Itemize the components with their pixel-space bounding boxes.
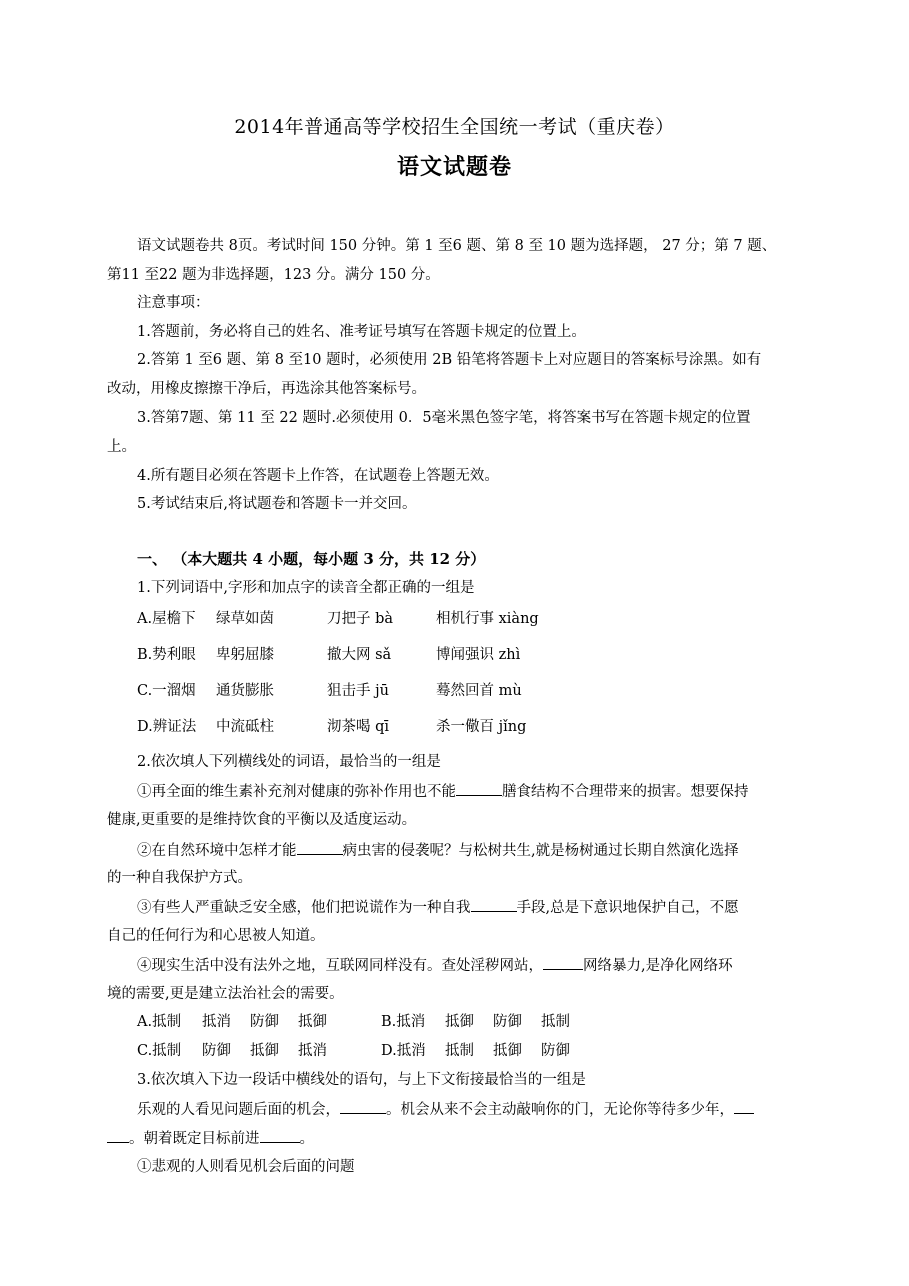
q1-stem: 1.下列词语中,字形和加点字的读音全都正确的一组是 (137, 580, 475, 596)
intro-line-2: 第11 至22 题为非选择题，123 分。满分 150 分。 (107, 267, 440, 283)
q2-option-a-4: 抵御 (298, 1014, 327, 1030)
q1-option-c-1: C.一溜烟 (137, 683, 196, 699)
q2-sentence-2b: 的一种自我保护方式。 (107, 870, 252, 886)
q1-option-a-3: 刀把子 bà (327, 611, 394, 627)
note-3a: 3.答第7题、第 11 至 22 题时.必须使用 0．5毫米黑色签字笔，将答案书写在答题卡规定的位置 (137, 410, 751, 426)
q3-p2-post: 。朝着既定目标前进 (129, 1131, 260, 1147)
q2-option-c-3: 抵御 (250, 1043, 279, 1059)
q2-option-a-3: 防御 (250, 1014, 279, 1030)
q2-option-d-4: 防御 (541, 1043, 570, 1059)
q3-p1-pre: 乐观的人看见问题后面的机会， (137, 1102, 340, 1118)
paper-title: 语文试题卷 (396, 154, 512, 180)
q2-sentence-1b: 健康,更重要的是维持饮食的平衡以及适度运动。 (107, 812, 417, 828)
q2-s2-post: 病虫害的侵袭呢？与松树共生,就是杨树通过长期自然演化选择 (342, 843, 739, 859)
intro-line-1: 语文试题卷共 8页。考试时间 150 分钟。第 1 至6 题、第 8 至 10 题为选择题， 27 分；第 7 题、 (137, 238, 777, 254)
q2-option-d-1: D.抵消 (381, 1043, 426, 1059)
q2-option-b-3: 防御 (493, 1014, 522, 1030)
q2-option-a-2: 抵消 (202, 1014, 231, 1030)
exam-title: 2014年普通高等学校招生全国统一考试（重庆卷） (234, 116, 675, 138)
q1-option-c-4: 蓦然回首 mù (436, 683, 522, 699)
q2-sentence-4b: 境的需要,更是建立法治社会的需要。 (107, 986, 344, 1002)
note-2a: 2.答第 1 至6 题、第 8 至10 题时，必须使用 2B 铅笔将答题卡上对应题目的答案标号涂黑。如有 (137, 352, 762, 368)
q2-option-c-4: 抵消 (298, 1043, 327, 1059)
q3-blank-1 (340, 1099, 386, 1114)
q3-blank-3 (260, 1128, 300, 1143)
q1-option-d-3: 沏茶喝 qī (327, 719, 390, 735)
q2-option-d-2: 抵制 (445, 1043, 474, 1059)
q2-s1-pre: ①再全面的维生素补充剂对健康的弥补作用也不能 (137, 784, 456, 800)
section-heading: 一、 （本大题共 4 小题，每小题 3 分，共 12 分） (137, 550, 486, 568)
q3-passage-line-2 (107, 1128, 314, 1149)
q1-option-b-2: 卑躬屈膝 (216, 647, 274, 663)
q2-s3-blank (471, 897, 517, 912)
q2-option-c-1: C.抵制 (137, 1043, 182, 1059)
q2-option-c-2: 防御 (202, 1043, 231, 1059)
q2-option-a-1: A.抵制 (137, 1014, 182, 1030)
q1-option-b-3: 撤大网 sǎ (327, 647, 392, 663)
q1-option-a-2: 绿草如茵 (216, 611, 274, 627)
note-1: 1.答题前，务必将自己的姓名、准考证号填写在答题卡规定的位置上。 (137, 324, 586, 340)
q3-item-1: ①悲观的人则看见机会后面的问题 (137, 1159, 355, 1175)
notes-heading: 注意事项： (137, 295, 210, 311)
q2-sentence-3b: 自己的任何行为和心思被人知道。 (107, 928, 325, 944)
q1-option-d-4: 杀一儆百 jǐng (436, 719, 527, 735)
q2-s4-pre: ④现实生活中没有法外之地，互联网同样没有。查处淫秽网站， (137, 958, 543, 974)
q2-s1-post: 膳食结构不合理带来的损害。想要保持 (502, 784, 749, 800)
q3-p2-end: 。 (299, 1131, 314, 1147)
q1-option-b-1: B.势利眼 (137, 647, 196, 663)
q2-s3-pre: ③有些人严重缺乏安全感，他们把说谎作为一种自我 (137, 900, 471, 916)
q1-option-c-2: 通货膨胀 (216, 683, 274, 699)
q1-option-a-1: A.屋檐下 (137, 611, 196, 627)
q2-option-d-3: 抵御 (493, 1043, 522, 1059)
note-4: 4.所有题目必须在答题卡上作答，在试题卷上答题无效。 (137, 468, 499, 484)
q2-s3-post: 手段,总是下意识地保护自己，不愿 (516, 900, 739, 916)
q2-sentence-3a (137, 897, 739, 918)
q2-sentence-4a (137, 955, 733, 976)
q3-passage-line-1 (137, 1099, 754, 1120)
q2-s2-pre: ②在自然环境中怎样才能 (137, 843, 297, 859)
q2-stem: 2.依次填人下列横线处的词语，最恰当的一组是 (137, 754, 441, 770)
q2-s4-blank (543, 955, 583, 970)
q3-stem: 3.依次填入下边一段话中横线处的语句，与上下文衔接最恰当的一组是 (137, 1072, 586, 1088)
q1-option-d-2: 中流砥柱 (216, 719, 274, 735)
q1-option-c-3: 狙击手 jū (327, 683, 389, 699)
q2-sentence-2a (137, 840, 739, 861)
q3-p1-mid: 。机会从来不会主动敲响你的门，无论你等待多少年， (386, 1102, 734, 1118)
q2-option-b-4: 抵制 (541, 1014, 570, 1030)
q2-s4-post: 网络暴力,是净化网络环 (583, 958, 733, 974)
q2-option-b-2: 抵御 (445, 1014, 474, 1030)
q3-blank-2a (734, 1099, 754, 1114)
q1-option-d-1: D.辨证法 (137, 719, 197, 735)
q3-blank-2b (107, 1128, 129, 1143)
q2-option-b-1: B.抵消 (381, 1014, 426, 1030)
q1-option-b-4: 博闻强识 zhì (436, 647, 521, 663)
note-5: 5.考试结束后,将试题卷和答题卡一并交回。 (137, 496, 417, 512)
note-2b: 改动，用橡皮擦擦干净后，再选涂其他答案标号。 (107, 381, 426, 397)
q1-option-a-4: 相机行事 xiàng (436, 611, 539, 627)
note-3b: 上。 (107, 439, 136, 455)
q2-s2-blank (297, 840, 343, 855)
q2-sentence-1a (137, 781, 749, 802)
q2-s1-blank (456, 781, 502, 796)
